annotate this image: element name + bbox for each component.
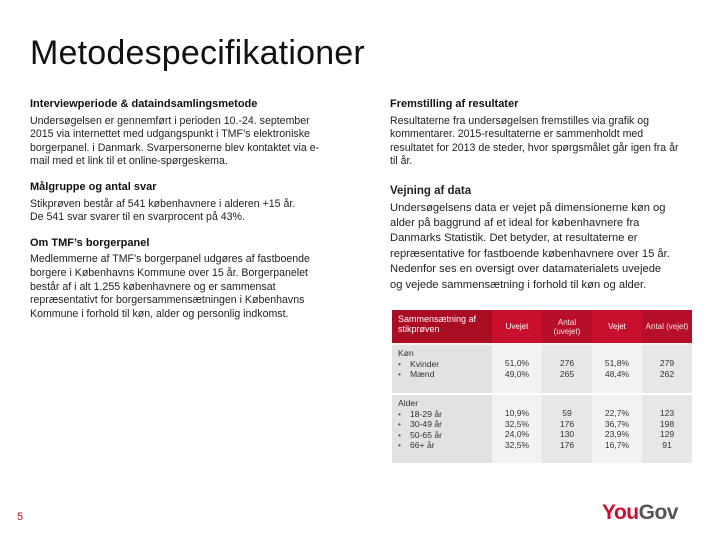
results-heading: Fremstilling af resultater	[390, 98, 519, 110]
left-column	[30, 98, 350, 321]
target-group-heading: Målgruppe og antal svar	[30, 180, 157, 193]
list-item: • Kvinder	[398, 359, 492, 370]
table-cell: 32,5%	[504, 418, 530, 429]
table-cell: 276	[559, 358, 575, 368]
page-number: 5	[17, 511, 24, 523]
table-header-label: Sammensætning af stikprøven	[392, 310, 492, 343]
table-cell: 22,7%	[604, 408, 630, 418]
age-vejet	[592, 395, 642, 463]
table-cell: 32,5%	[504, 439, 530, 450]
weighting-heading: Vejning af data	[390, 184, 472, 197]
list-item: • 18-29 år	[398, 409, 492, 420]
gender-antal-uvejet	[542, 345, 592, 393]
col-uvejet: Uvejet	[492, 310, 542, 343]
yougov-logo	[602, 501, 678, 525]
age-label-cell	[392, 395, 492, 463]
sample-composition-table	[392, 310, 692, 463]
age-label: Alder	[398, 398, 419, 408]
age-antal-uvejet	[542, 395, 592, 463]
target-group-text: Stikprøven består af 541 københavnere i alderen +15 år. De 541 svar svarer til en svarprocent på 43%.	[30, 197, 296, 224]
table-cell: 16,7%	[604, 439, 630, 450]
gender-vejet	[592, 345, 642, 393]
table-cell: 91	[662, 439, 672, 450]
table-cell: 36,7%	[604, 418, 630, 429]
logo-gov: Gov	[638, 501, 678, 524]
weighting-text: Undersøgelsens data er vejet på dimensionerne køn og alder på baggrund af et ideal for københavnere fra Danmarks Statistik. Det betyder, at resultaterne er repræsentative for fastboende københavnere over 15 år. Nedenfor ses en oversigt over datamaterialets uvejede og vejede sammensætning i forhold til køn og alder.	[390, 201, 670, 291]
table-cell: 176	[559, 439, 575, 450]
table-cell: 24,0%	[504, 429, 530, 439]
panel-heading: Om TMF’s borgerpanel	[30, 236, 150, 249]
col-antal-uvejet: Antal (uvejet)	[542, 310, 592, 343]
list-item: • 50-65 år	[398, 430, 492, 441]
table-cell: 49,0%	[504, 368, 530, 379]
table-cell: 262	[659, 368, 675, 379]
page-title: Metodespecifikationer	[30, 34, 365, 72]
table-cell: 48,4%	[604, 368, 630, 379]
table-cell: 265	[559, 368, 575, 379]
table-cell: 23,9%	[604, 429, 630, 439]
table-cell: 59	[562, 408, 572, 418]
interview-period-heading: Interviewperiode & dataindsamlingsmetode	[30, 98, 258, 110]
table-cell: 123	[659, 408, 675, 418]
table-cell: 51,0%	[504, 358, 530, 368]
list-item: • Mænd	[398, 369, 492, 380]
gender-label: Køn	[398, 348, 414, 358]
gender-block	[392, 345, 692, 393]
gender-antal-vejet	[642, 345, 692, 393]
age-block	[392, 395, 692, 463]
table-cell: 130	[559, 429, 575, 439]
col-vejet: Vejet	[592, 310, 642, 343]
panel-text: Medlemmerne af TMF’s borgerpanel udgøres af fastboende borgere i Københavns Kommune over 15 år. Borgerpanelet består af i alt 1.255 københavnere og er sammensat repræsentativt for borgersammensætningen i Københavns Kommune i forhold til køn, alder og personlig indkomst.	[30, 253, 310, 320]
right-column	[390, 98, 695, 293]
results-text: Resultaterne fra undersøgelsen fremstilles via grafik og kommentarer. 2015-resultaterne er sammenholdt med resultatet for 2013 de steder, hvor spørgsmålet går igen fra år til år.	[390, 114, 679, 168]
gender-label-cell	[392, 345, 492, 393]
list-item: • 66+ år	[398, 440, 492, 451]
gender-uvejet	[492, 345, 542, 393]
table-cell: 129	[659, 429, 675, 439]
age-antal-vejet	[642, 395, 692, 463]
interview-period-text: Undersøgelsen er gennemført i perioden 10.-24. september 2015 via internettet med udgangspunkt i TMF’s elektroniske borgerpanel. i Danmark. Svarpersonerne blev kontaktet via e- mail med et link til et online-spørgeskema.	[30, 114, 320, 168]
table-cell: 198	[659, 418, 675, 429]
table-cell: 51,8%	[604, 358, 630, 368]
logo-you: You	[602, 501, 639, 524]
list-item: • 30-49 år	[398, 419, 492, 430]
col-antal-vejet: Antal (vejet)	[642, 310, 692, 343]
table-cell: 176	[559, 418, 575, 429]
table-header	[392, 310, 692, 343]
table-cell: 10,9%	[504, 408, 530, 418]
table-cell: 279	[659, 358, 675, 368]
age-uvejet	[492, 395, 542, 463]
